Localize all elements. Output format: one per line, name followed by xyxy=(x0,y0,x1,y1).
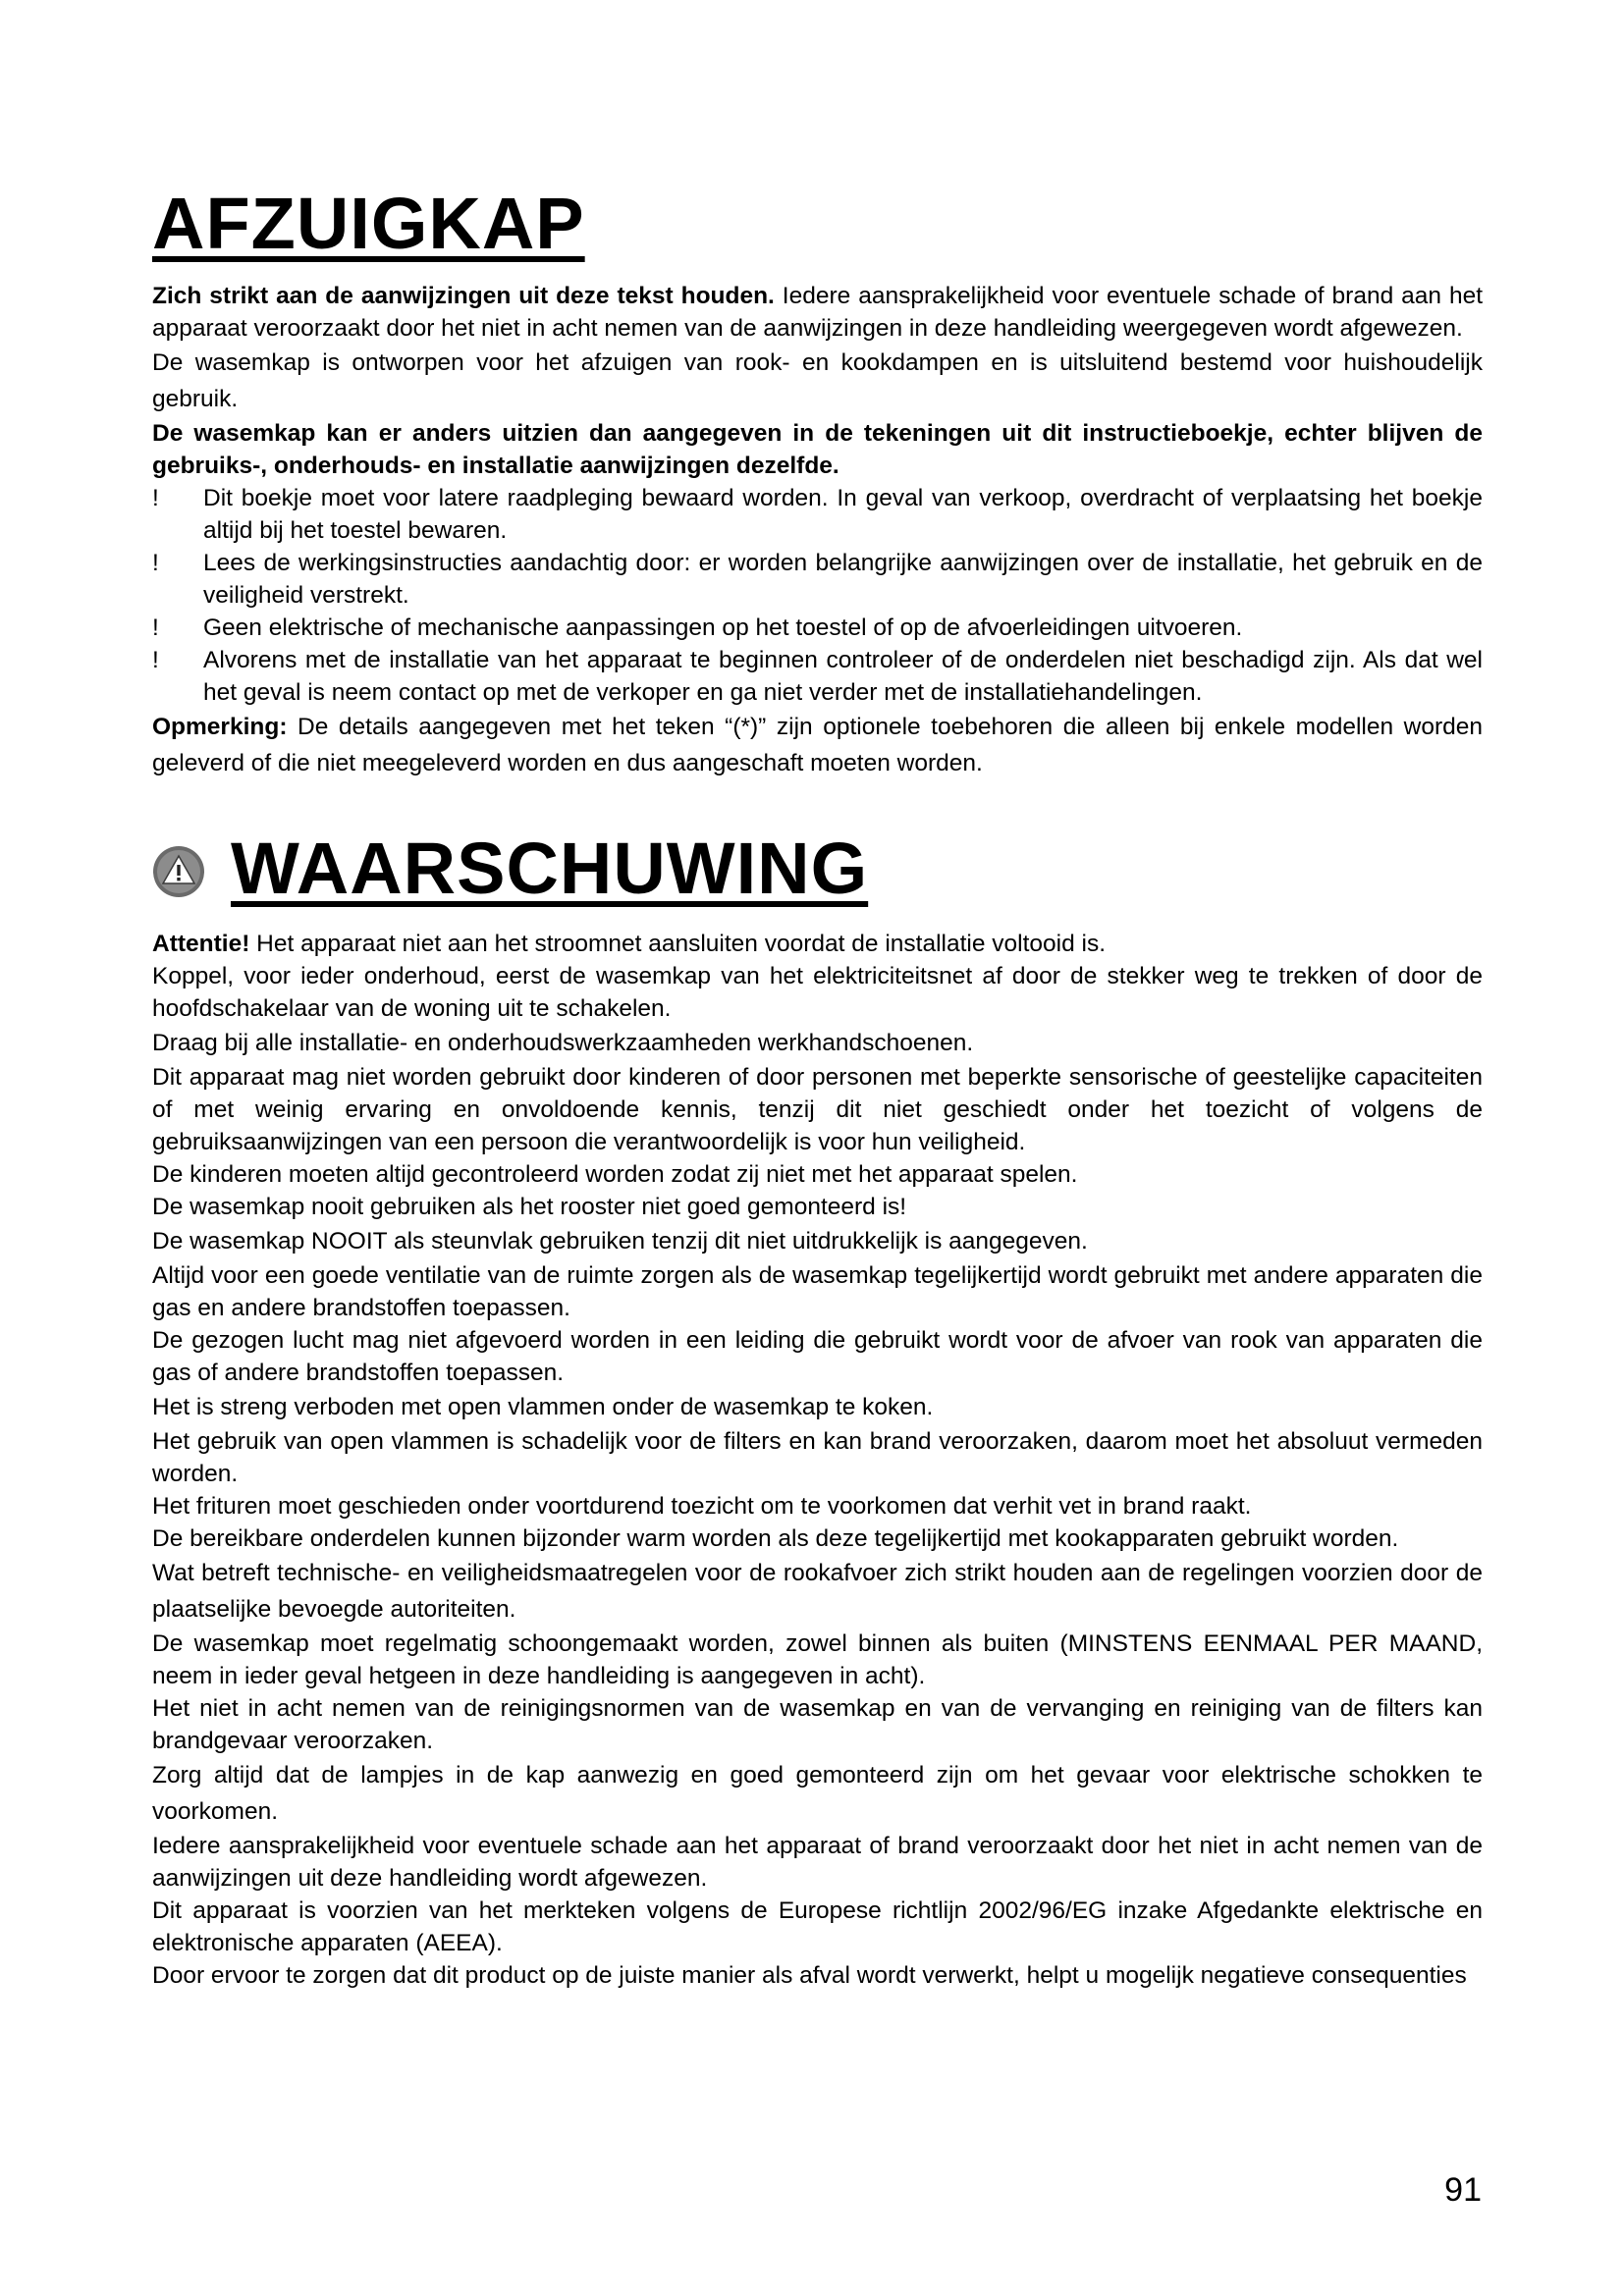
warning-paragraph: Wat betreft technische- en veiligheidsmaatregelen voor de rookafvoer zich strikt houden aan de regelingen voorzien door de plaatselijke bevoegde autoriteiten. xyxy=(152,1560,1483,1623)
intro-text: Iedere aansprakelijkheid voor eventuele schade of brand aan het apparaat veroorzaakt door het niet in acht nemen van de aanwijzingen in deze handleiding weergegeven wordt afgewezen. xyxy=(152,283,1483,342)
bullet-text: Geen elektrische of mechanische aanpassingen op het toestel of op de afvoerleidingen uitvoeren. xyxy=(203,614,1243,641)
warning-paragraph: Het gebruik van open vlammen is schadelijk voor de filters en kan brand veroorzaken, daarom moet het absoluut vermeden worden. xyxy=(152,1428,1483,1487)
intro-bold-text: Zich strikt aan de aanwijzingen uit deze tekst houden. xyxy=(152,283,775,309)
warning-paragraph: De wasemkap moet regelmatig schoongemaakt worden, zowel binnen als buiten (MINSTENS EENMAAL PER MAAND, neem in ieder geval hetgeen in deze handleiding is aangegeven in acht). xyxy=(152,1630,1483,1689)
warning-paragraph: Het is streng verboden met open vlammen onder de wasemkap te koken. xyxy=(152,1394,934,1420)
warning-paragraph: De gezogen lucht mag niet afgevoerd worden in een leiding die gebruikt wordt voor de afvoer van rook van apparaten die gas of andere brandstoffen toepassen. xyxy=(152,1327,1483,1386)
warning-paragraph: Iedere aansprakelijkheid voor eventuele schade aan het apparaat of brand veroorzaakt door het niet in acht nemen van de aanwijzingen uit deze handleiding wordt afgewezen. xyxy=(152,1833,1483,1892)
bullet-item xyxy=(152,612,1483,644)
warning-paragraph: Dit apparaat mag niet worden gebruikt door kinderen of door personen met beperkte sensorische of geestelijke capaciteiten of met weinig ervaring en onvoldoende kennis, tenzij dit niet geschiedt onder het toezicht of volgens de gebruiksaanwijzingen van een persoon die verantwoordelijk is voor hun veiligheid. xyxy=(152,1064,1483,1155)
exclamation-mark: ! xyxy=(152,614,159,641)
exclamation-mark: ! xyxy=(152,485,159,511)
attention-label: Attentie! xyxy=(152,931,250,957)
warning-paragraph: Het niet in acht nemen van de reinigingsnormen van de wasemkap en van de vervanging en reiniging van de filters kan brandgevaar veroorzaken. xyxy=(152,1695,1483,1754)
warning-paragraph: Dit apparaat is voorzien van het merkteken volgens de Europese richtlijn 2002/96/EG inzake Afgedankte elektrische en elektronische apparaten (AEEA). xyxy=(152,1897,1483,1956)
section-title-waarschuwing: WAARSCHUWING xyxy=(231,828,869,909)
purpose-paragraph: De wasemkap is ontworpen voor het afzuigen van rook- en kookdampen en is uitsluitend bestemd voor huishoudelijk gebruik. xyxy=(152,349,1483,412)
warning-paragraph: De kinderen moeten altijd gecontroleerd worden zodat zij niet met het apparaat spelen. xyxy=(152,1161,1078,1188)
section-title-row xyxy=(152,825,868,913)
warning-paragraph: De wasemkap NOOIT als steunvlak gebruiken tenzij dit niet uitdrukkelijk is aangegeven. xyxy=(152,1228,1088,1255)
bullet-text: Dit boekje moet voor latere raadpleging bewaard worden. In geval van verkoop, overdracht of verplaatsing het boekje altijd bij het toestel bewaren. xyxy=(203,485,1483,544)
warning-paragraph: Zorg altijd dat de lampjes in de kap aanwezig en goed gemonteerd zijn om het gevaar voor elektrische schokken te voorkomen. xyxy=(152,1762,1483,1825)
attention-paragraph xyxy=(152,928,1483,960)
warning-paragraph: Het frituren moet geschieden onder voortdurend toezicht om te voorkomen dat verhit vet in brand raakt. xyxy=(152,1493,1252,1520)
bullet-text: Lees de werkingsinstructies aandachtig door: er worden belangrijke aanwijzingen over de installatie, het gebruik en de veiligheid verstrekt. xyxy=(203,550,1483,609)
section-title-afzuigkap: AFZUIGKAP xyxy=(152,183,585,264)
warning-paragraph: Altijd voor een goede ventilatie van de ruimte zorgen als de wasemkap tegelijkertijd wordt gebruikt met andere apparaten die gas en andere brandstoffen toepassen. xyxy=(152,1262,1483,1321)
warning-paragraph: De wasemkap nooit gebruiken als het rooster niet goed gemonteerd is! xyxy=(152,1194,907,1220)
warning-triangle-icon xyxy=(152,845,205,898)
exclamation-mark: ! xyxy=(152,647,159,673)
note-text: De details aangegeven met het teken “(*)” zijn optionele toebehoren die alleen bij enkele modellen worden geleverd of die niet meegeleverd worden en dus aangeschaft moeten worden. xyxy=(152,714,1483,776)
bullet-item xyxy=(152,482,1483,547)
section-afzuigkap-body xyxy=(152,280,1483,781)
warning-paragraph: Door ervoor te zorgen dat dit product op de juiste manier als afval wordt verwerkt, helpt u mogelijk negatieve consequenties xyxy=(152,1962,1467,1989)
exclamation-mark: ! xyxy=(152,550,159,576)
note-label: Opmerking: xyxy=(152,714,288,740)
bullet-item xyxy=(152,644,1483,709)
warning-paragraph: Koppel, voor ieder onderhoud, eerst de wasemkap van het elektriciteitsnet af door de stekker weg te trekken of door de hoofdschakelaar van de woning uit te schakelen. xyxy=(152,963,1483,1022)
bullet-text: Alvorens met de installatie van het apparaat te beginnen controleer of de onderdelen niet beschadigd zijn. Als dat wel het geval is neem contact op met de verkoper en ga niet verder met de installatiehandelingen. xyxy=(203,647,1483,706)
bullet-item xyxy=(152,547,1483,612)
section-waarschuwing-body xyxy=(152,928,1483,1992)
attention-text: Het apparaat niet aan het stroomnet aansluiten voordat de installatie voltooid is. xyxy=(249,931,1107,957)
warning-paragraph: Draag bij alle installatie- en onderhoudswerkzaamheden werkhandschoenen. xyxy=(152,1030,974,1056)
note-paragraph xyxy=(152,709,1483,781)
intro-paragraph xyxy=(152,280,1483,345)
page-number: 91 xyxy=(1444,2171,1482,2209)
warning-paragraph: De bereikbare onderdelen kunnen bijzonder warm worden als deze tegelijkertijd met kookapparaten gebruikt worden. xyxy=(152,1525,1399,1552)
appearance-note: De wasemkap kan er anders uitzien dan aangegeven in de tekeningen uit dit instructieboekje, echter blijven de gebruiks-, onderhouds- en installatie aanwijzingen dezelfde. xyxy=(152,420,1483,479)
